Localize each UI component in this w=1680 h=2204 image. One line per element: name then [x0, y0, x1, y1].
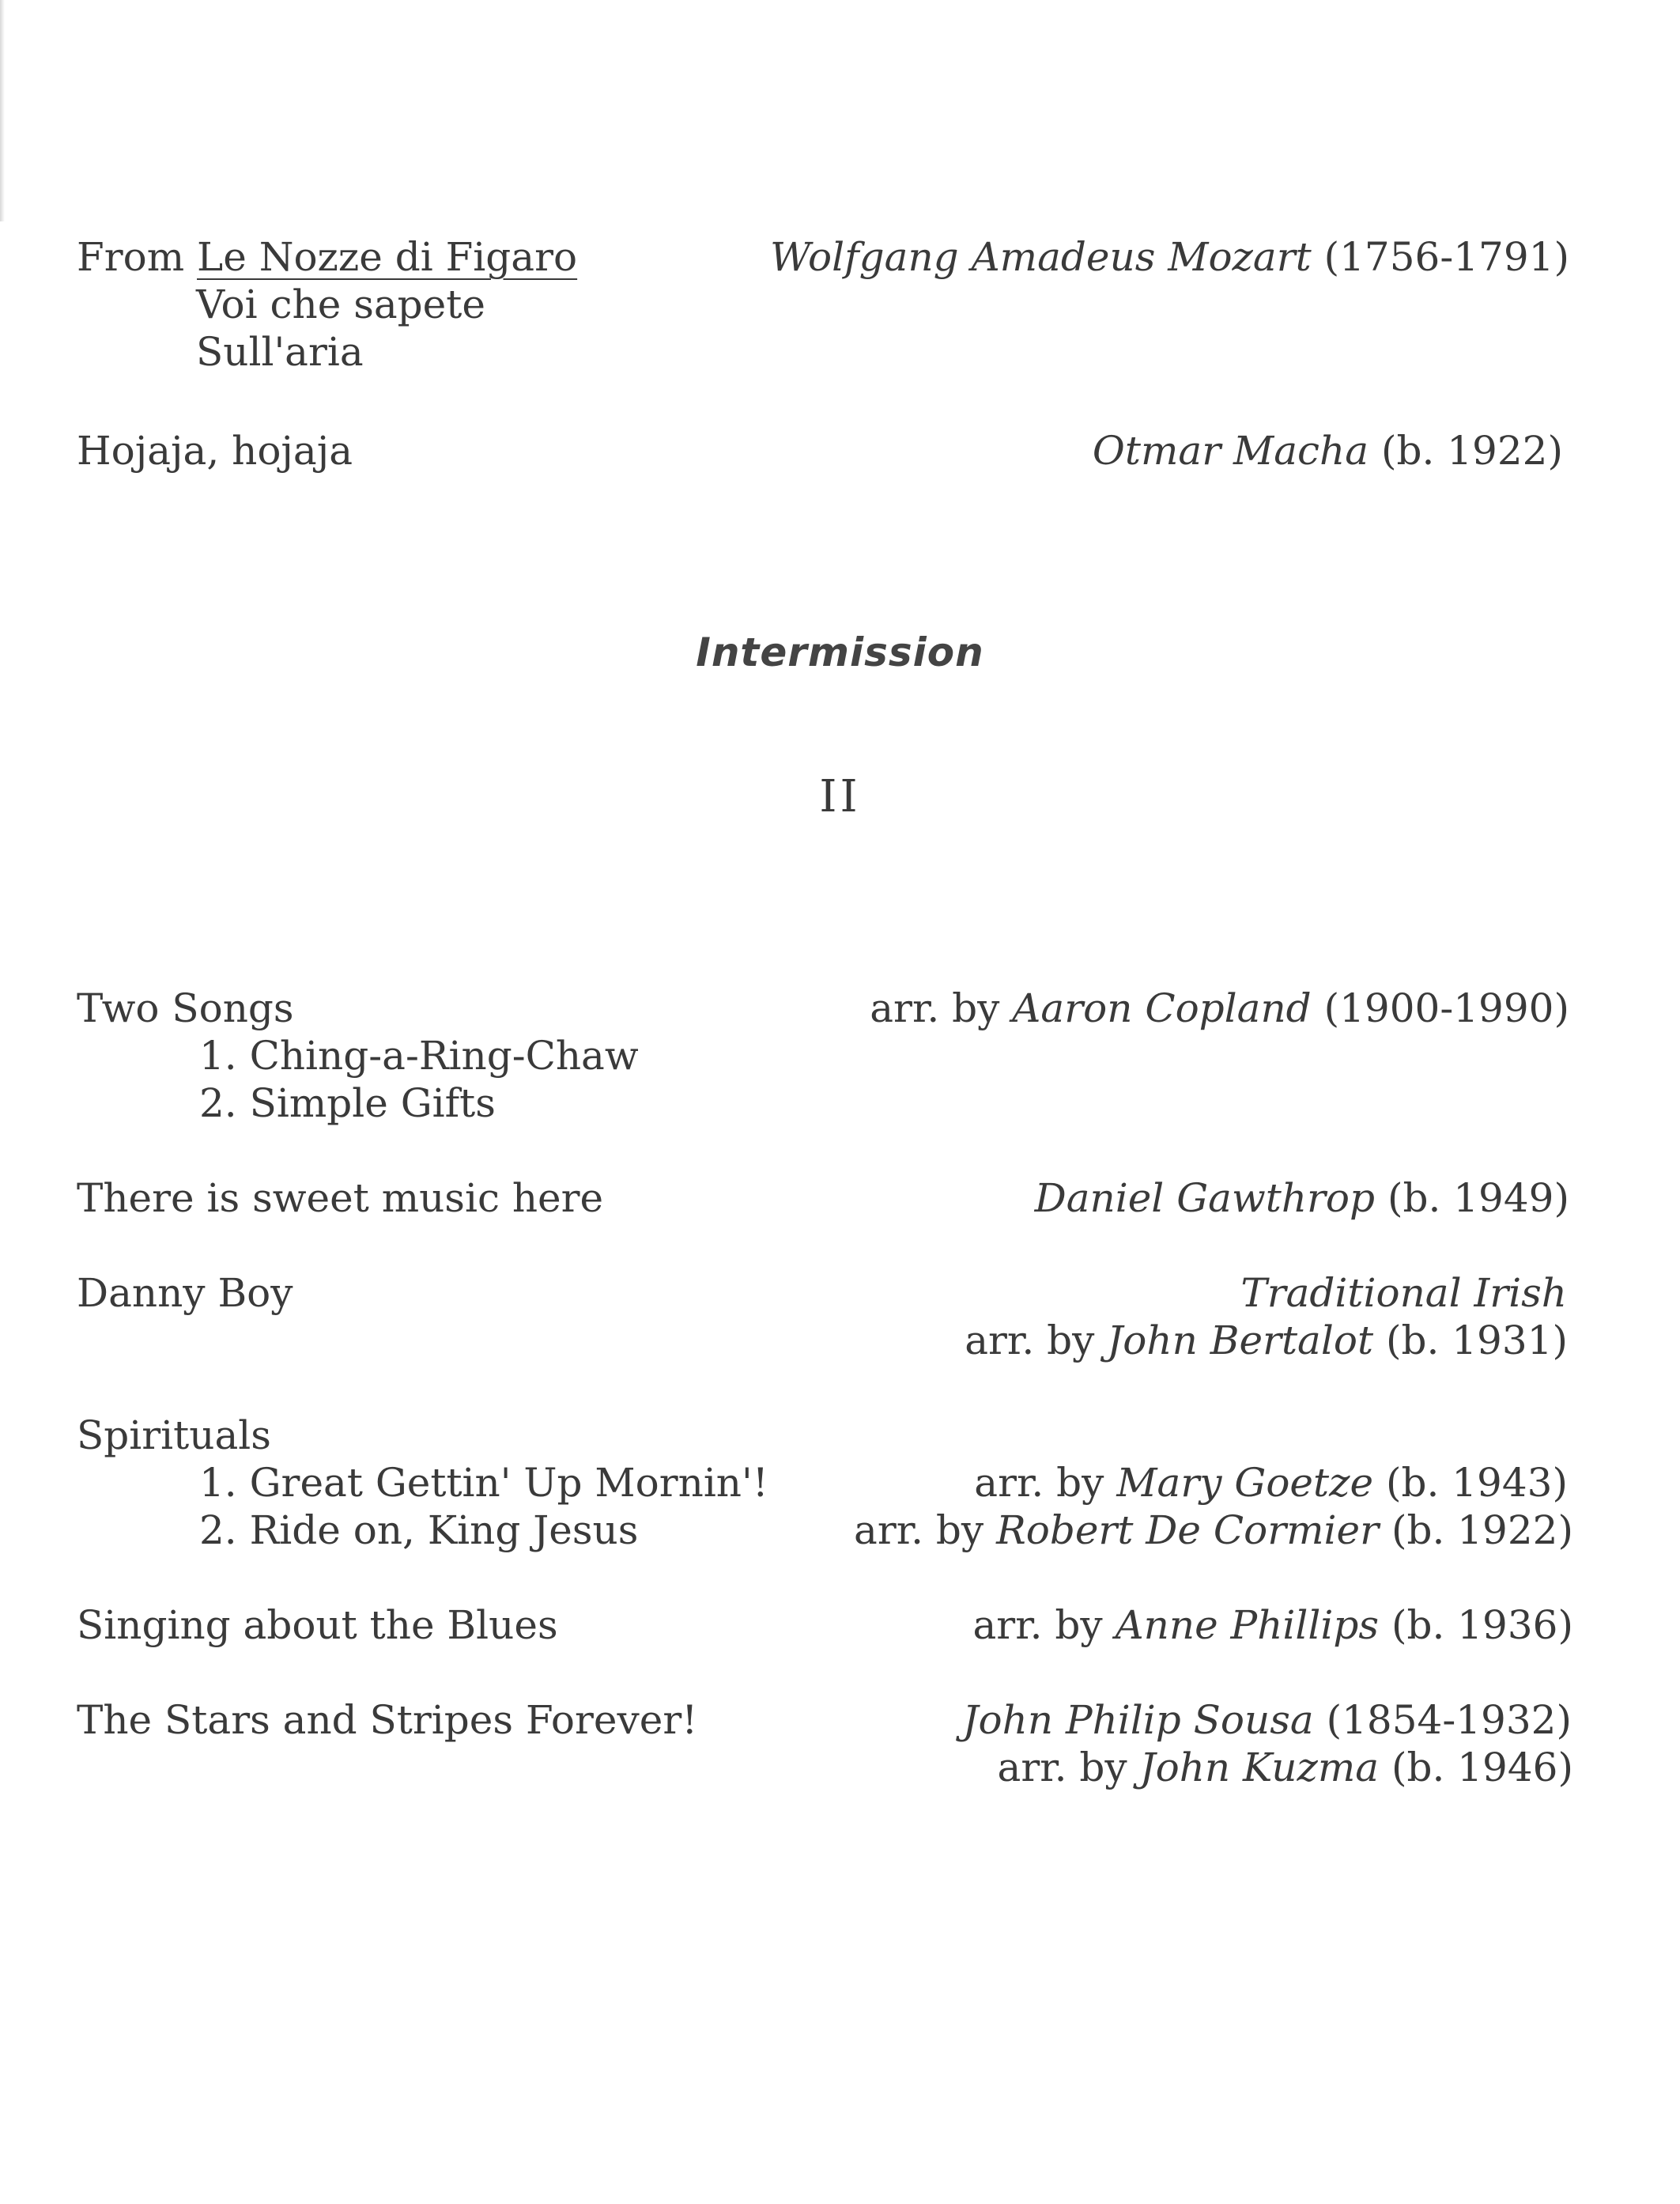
- program-item-title: [77, 234, 578, 280]
- arranger-dates: (b. 1946): [1379, 1745, 1573, 1790]
- arr-prefix: arr. by: [972, 1602, 1116, 1648]
- arranger-dates: (b. 1922): [1379, 1507, 1573, 1553]
- composer-dates: (b. 1922): [1369, 428, 1563, 474]
- composer-credit: [962, 1697, 1572, 1743]
- work-title: The Stars and Stripes Forever!: [77, 1697, 698, 1743]
- composer-dates: (1900-1990): [1311, 985, 1569, 1031]
- composer-credit: [1092, 428, 1563, 474]
- work-title: Hojaja, hojaja: [77, 428, 353, 474]
- arr-prefix: arr. by: [854, 1507, 997, 1553]
- composer-dates: (1756-1791): [1311, 234, 1569, 280]
- composer-name: Otmar Macha: [1092, 428, 1369, 474]
- arranger-credit: [965, 1317, 1568, 1363]
- arr-prefix: arr. by: [974, 1460, 1117, 1506]
- work-title: Singing about the Blues: [77, 1602, 558, 1648]
- work-title: There is sweet music here: [77, 1175, 604, 1221]
- composer-name: Wolfgang Amadeus Mozart: [770, 234, 1312, 280]
- composer-dates: (b. 1936): [1379, 1602, 1573, 1648]
- movement-item: 1. Great Gettin' Up Mornin'!: [199, 1460, 768, 1506]
- work-title: Two Songs: [77, 985, 294, 1031]
- title-prefix: From: [77, 234, 198, 280]
- arranger-credit: [854, 1507, 1573, 1553]
- composer-credit: [870, 985, 1569, 1031]
- composer-dates: (1854-1932): [1313, 1697, 1572, 1743]
- composer-name: John Philip Sousa: [962, 1697, 1314, 1743]
- movement-item: Voi che sapete: [196, 282, 485, 327]
- origin-credit: Traditional Irish: [1240, 1270, 1567, 1316]
- composer-name: Daniel Gawthrop: [1034, 1175, 1376, 1221]
- scan-edge-shadow: [0, 0, 5, 221]
- arranger-dates: (b. 1931): [1373, 1317, 1568, 1363]
- composer-credit: [972, 1602, 1574, 1648]
- composer-credit: [1034, 1175, 1569, 1221]
- arranger-name: John Kuzma: [1139, 1745, 1380, 1790]
- arr-prefix: arr. by: [997, 1745, 1140, 1790]
- arr-prefix: arr. by: [965, 1317, 1108, 1363]
- arranger-credit: [997, 1745, 1573, 1790]
- work-title: Spirituals: [77, 1412, 271, 1458]
- movement-item: 1. Ching-a-Ring-Chaw: [199, 1033, 639, 1079]
- work-title: Le Nozze di Figaro: [197, 234, 578, 280]
- part-heading: II: [819, 771, 861, 822]
- arranger-name: Robert De Cormier: [996, 1507, 1380, 1553]
- movement-item: Sull'aria: [196, 329, 364, 375]
- intermission-heading: Intermission: [696, 629, 984, 675]
- movement-item: 2. Simple Gifts: [199, 1080, 496, 1126]
- arr-prefix: arr. by: [870, 985, 1013, 1031]
- composer-credit: [770, 234, 1569, 280]
- arranger-credit: [974, 1460, 1568, 1506]
- arranger-name: Mary Goetze: [1116, 1460, 1374, 1506]
- arranger-name: John Bertalot: [1107, 1317, 1374, 1363]
- composer-name: Aaron Copland: [1012, 985, 1312, 1031]
- movement-item: 2. Ride on, King Jesus: [199, 1507, 639, 1553]
- work-title: Danny Boy: [77, 1270, 293, 1316]
- composer-name: Anne Phillips: [1115, 1602, 1380, 1648]
- arranger-dates: (b. 1943): [1373, 1460, 1568, 1506]
- composer-dates: (b. 1949): [1375, 1175, 1569, 1221]
